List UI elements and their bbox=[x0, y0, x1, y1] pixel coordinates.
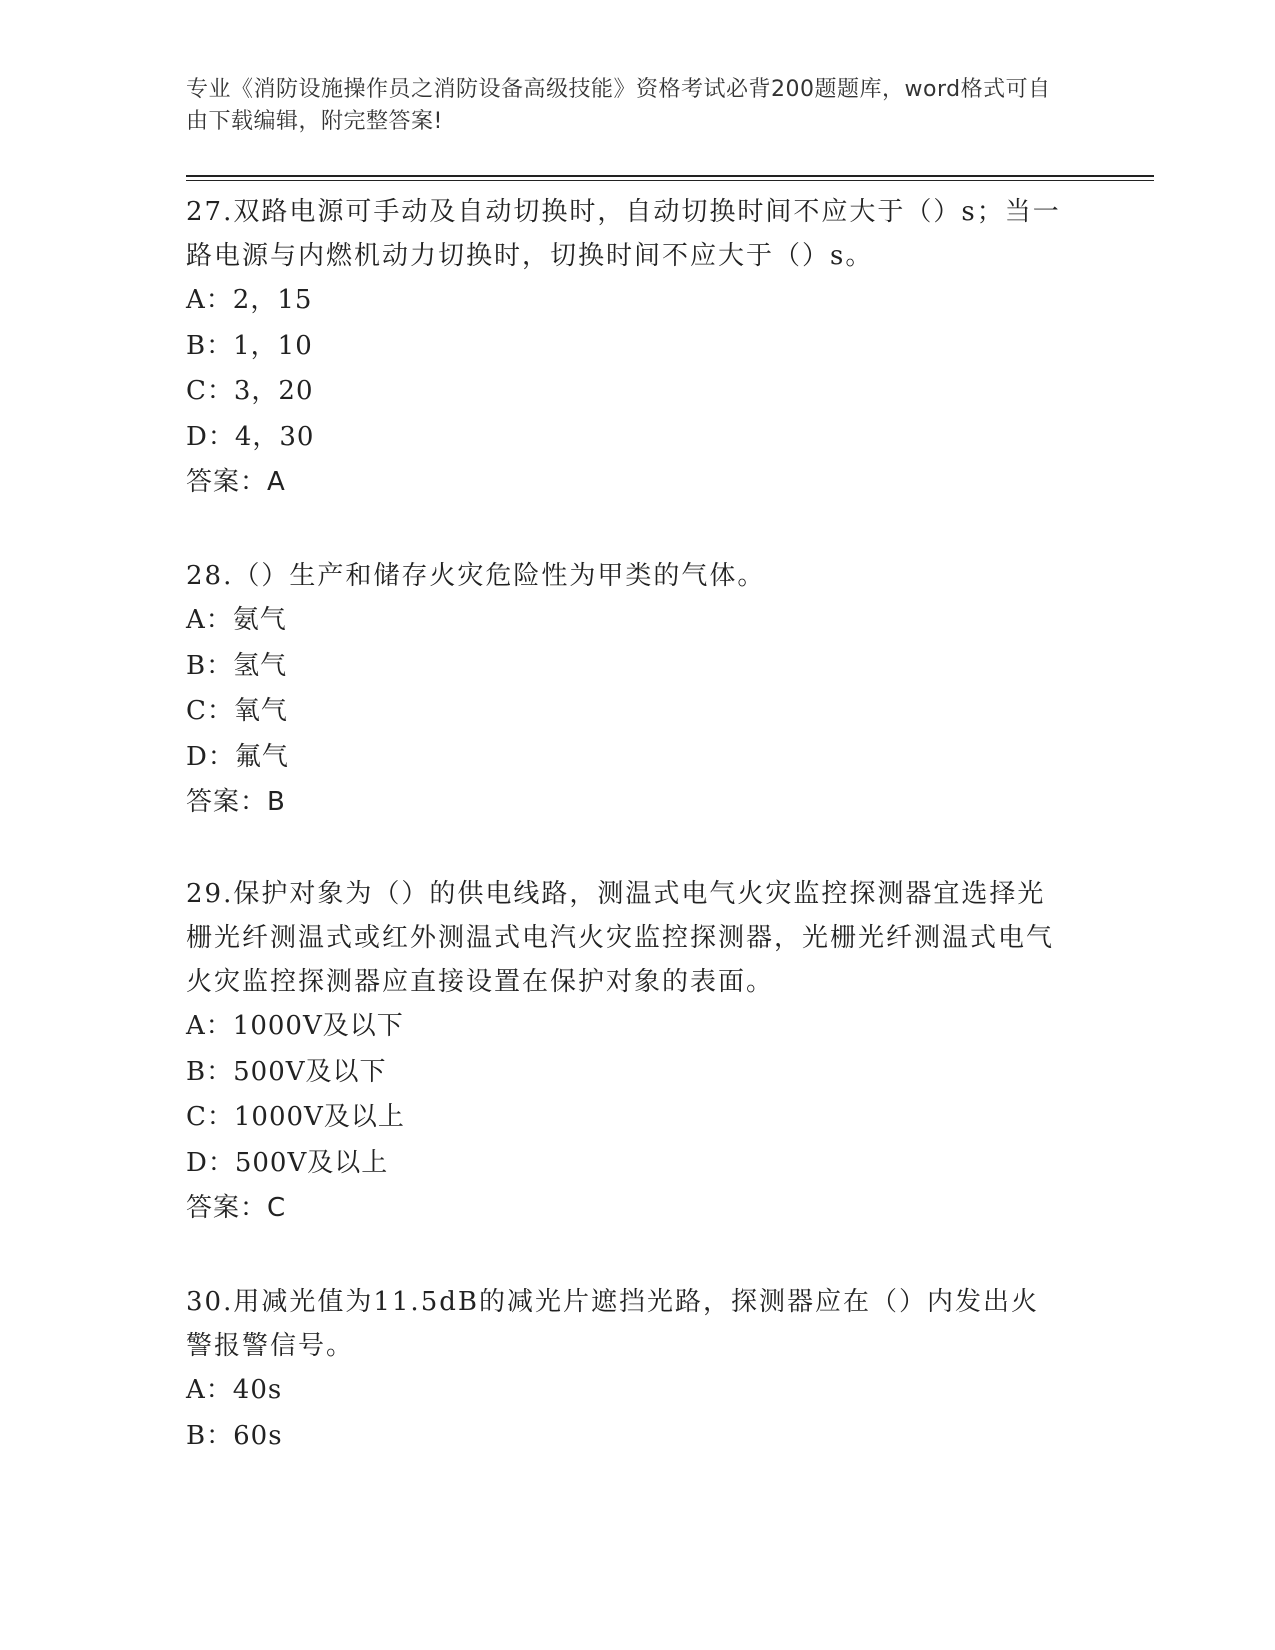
option-c: C：3，20 bbox=[186, 376, 314, 406]
option-b: B：60s bbox=[186, 1420, 283, 1451]
question-30 bbox=[186, 1280, 1066, 1459]
header-divider-thin bbox=[186, 180, 1154, 181]
question-28 bbox=[186, 554, 1066, 825]
option-a: A：1000V及以下 bbox=[186, 1011, 404, 1041]
answer: 答案：B bbox=[186, 787, 286, 817]
option-b: B：1，10 bbox=[186, 330, 313, 361]
question-stem: 27.双路电源可手动及自动切换时，自动切换时间不应大于（）s；当一路电源与内燃机动力切换时，切换时间不应大于（）s。 bbox=[186, 197, 1061, 271]
document-header: 专业《消防设施操作员之消防设备高级技能》资格考试必背200题题库，word格式可自由下载编辑，附完整答案! bbox=[186, 77, 1051, 134]
question-stem: 29.保护对象为（）的供电线路，测温式电气火灾监控探测器宜选择光栅光纤测温式或红外测温式电汽火灾监控探测器，光栅光纤测温式电气火灾监控探测器应直接设置在保护对象的表面。 bbox=[186, 879, 1055, 997]
option-d: D：4，30 bbox=[186, 421, 315, 452]
option-b: B：氢气 bbox=[186, 650, 288, 681]
question-stem: 28.（）生产和储存火灾危险性为甲类的气体。 bbox=[186, 561, 766, 591]
question-stem: 30.用减光值为11.5dB的减光片遮挡光路，探测器应在（）内发出火警报警信号。 bbox=[186, 1287, 1039, 1361]
option-a: A：氨气 bbox=[186, 605, 287, 635]
option-d: D：氟气 bbox=[186, 741, 289, 772]
option-a: A：2，15 bbox=[186, 285, 313, 315]
answer: 答案：A bbox=[186, 467, 286, 497]
question-27 bbox=[186, 190, 1066, 505]
option-c: C：氧气 bbox=[186, 696, 288, 726]
option-d: D：500V及以上 bbox=[186, 1147, 389, 1178]
option-b: B：500V及以下 bbox=[186, 1056, 387, 1087]
question-29 bbox=[186, 872, 1066, 1231]
option-a: A：40s bbox=[186, 1375, 283, 1405]
answer: 答案：C bbox=[186, 1193, 287, 1223]
header-divider bbox=[186, 175, 1154, 177]
option-c: C：1000V及以上 bbox=[186, 1102, 405, 1132]
